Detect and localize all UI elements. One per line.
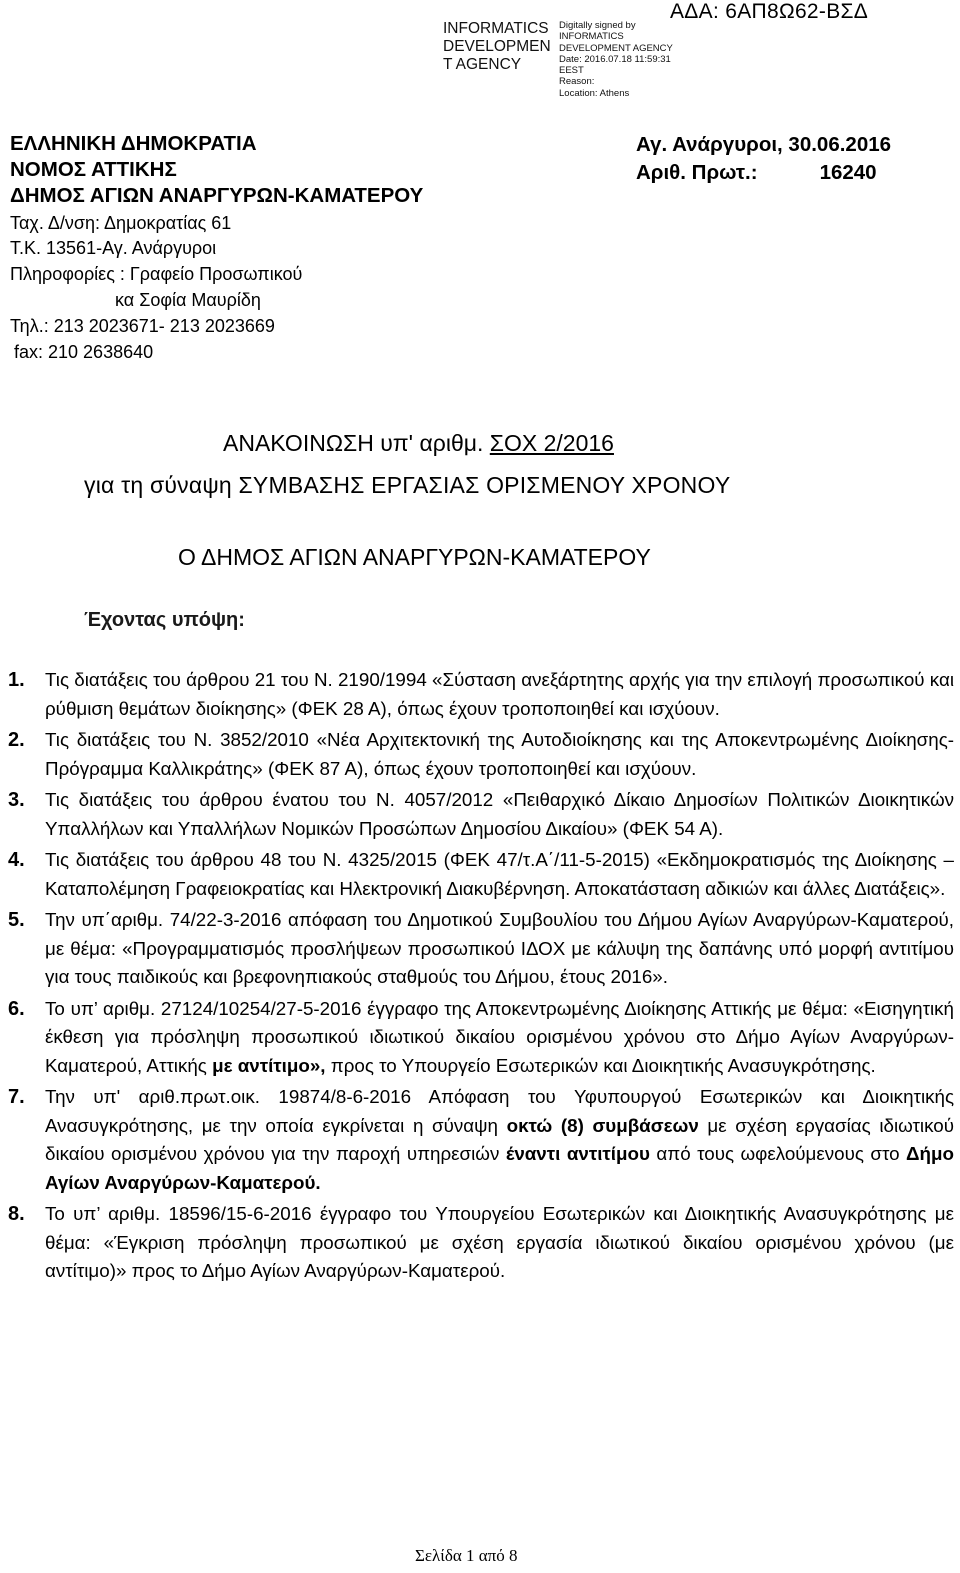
list-item-text <box>45 995 954 1081</box>
list-item-number: 3. <box>8 789 25 811</box>
list-item-text <box>45 1083 954 1197</box>
list-item-text: Την υπ΄αριθμ. 74/22-3-2016 απόφαση του Δημοτικού Συμβουλίου του Δήμου Αγίων Αναργύρων-Καματερού, με θέμα: «Προγραμματισμός προσλήψεων προσωπικού ΙΔΟΧ με κάλυψη της δαπάνης υπό μορφή αντιτίμου για τους παιδικούς και βρεφονηπιακούς σταθμούς του Δήμου, έτους 2016». <box>45 909 954 987</box>
announcement-title-prefix: ΑΝΑΚΟΙΝΩΣΗ υπ' αριθμ. <box>223 430 484 456</box>
list-item-text: Τις διατάξεις του άρθρου 21 του Ν. 2190/1994 «Σύσταση ανεξάρτητης αρχής για την επιλογή προσωπικού και ρύθμιση θεμάτων διοίκησης» (ΦΕΚ 28 Α), όπως έχουν τροποποιηθεί και ισχύουν. <box>45 669 954 719</box>
list-item-number: 1. <box>8 669 25 691</box>
text-run: Την υπ' αριθ.πρωτ.οικ. 19874/8-6-2016 Απόφαση του Υφυπουργού Εσωτερικών και Διοικητικής Ανασυγκρότησης, με την οποία εγκρίνεται η σύναψη <box>45 1086 954 1136</box>
list-item <box>8 995 954 1081</box>
list-item <box>8 846 954 903</box>
list-item <box>8 666 954 723</box>
header-line-postcode: Τ.Κ. 13561-Αγ. Ανάργυροι <box>10 238 217 258</box>
header-line-phone: Τηλ.: 213 2023671- 213 2023669 <box>10 316 275 336</box>
list-item-text: Το υπ’ αριθμ. 18596/15-6-2016 έγγραφο του Υπουργείου Εσωτερικών και Διοικητικής Ανασυγκρότησης με θέμα: «Έγκριση πρόσληψη προσωπικού με σχέση εργασία ιδιωτικού δικαίου ορισμένου χρόνου (με αντίτιμο)» προς το Δήμο Αγίων Αναργύρων-Καματερού. <box>45 1203 954 1281</box>
text-run-bold: με αντίτιμο», <box>212 1054 326 1076</box>
signature-details <box>559 20 689 99</box>
considerations-list <box>8 666 954 1286</box>
signature-detail-line: DEVELOPMENT AGENCY <box>559 42 673 54</box>
list-item-text: Τις διατάξεις του άρθρου 48 του Ν. 4325/2015 (ΦΕΚ 47/τ.Α΄/11-5-2015) «Εκδημοκρατισμός της Διοίκησης – Καταπολέμηση Γραφειοκρατίας και Ηλεκτρονική Διακυβέρνηση. Αποκατάσταση αδικιών και άλλες Διατάξεις». <box>45 849 954 899</box>
header-line-prefecture: ΝΟΜΟΣ ΑΤΤΙΚΗΣ <box>10 158 177 181</box>
text-run-bold: οκτώ (8) συμβάσεων <box>506 1114 699 1136</box>
issuer-heading: Ο ΔΗΜΟΣ ΑΓΙΩΝ ΑΝΑΡΓΥΡΩΝ-ΚΑΜΑΤΕΡΟΥ <box>178 544 651 570</box>
having-in-mind-label: Έχοντας υπόψη: <box>84 609 245 631</box>
text-run-bold: Δήμο Αγίων Αναργύρων-Καματερού. <box>45 1143 954 1193</box>
protocol-label: Αριθ. Πρωτ.: <box>636 161 758 184</box>
header-line-address: Ταχ. Δ/νση: Δημοκρατίας 61 <box>10 213 232 233</box>
announcement-title <box>223 430 614 457</box>
header-line-contact-person: κα Σοφία Μαυρίδη <box>115 290 261 310</box>
header-line-info: Πληροφορίες : Γραφείο Προσωπικού <box>10 264 303 284</box>
protocol-row <box>636 159 891 187</box>
text-run: από τους ωφελούμενους στο <box>649 1143 907 1164</box>
list-item-number: 2. <box>8 729 25 751</box>
text-run: προς το Υπουργείο Εσωτερικών και Διοικητικής Ανασυγκρότησης. <box>325 1054 876 1076</box>
header-right <box>636 131 891 187</box>
ada-code: ΑΔΑ: 6ΑΠ8Ω62-ΒΣΔ <box>670 0 869 23</box>
text-run: Το υπ’ αριθμ. 27124/10254/27-5-2016 έγγραφο της Αποκεντρωμένης Διοίκησης Αττικής με θέμα: «Εισηγητική έκθεση για πρόσληψη προσωπικού ιδιωτικού δικαίου ορισμένου χρόνου στο Δήμο Αγίων Αναργύρων-Καματερού, Αττικής <box>45 997 954 1076</box>
list-item <box>8 726 954 783</box>
list-item <box>8 1083 954 1197</box>
place-date: Αγ. Ανάργυροι, 30.06.2016 <box>636 133 892 156</box>
signature-detail-line: Digitally signed by <box>559 20 636 31</box>
list-item <box>8 786 954 843</box>
text-run: με σχέση εργασίας ιδιωτικού δικαίου ορισμένου χρόνου για την παροχή υπηρεσιών <box>45 1114 954 1164</box>
signature-detail-line: Reason: <box>559 76 595 88</box>
signature-detail-line: INFORMATICS <box>559 31 624 43</box>
header-line-fax: fax: 210 2638640 <box>14 342 154 362</box>
list-item <box>8 906 954 992</box>
list-item-number: 7. <box>8 1086 25 1108</box>
header-line-municipality: ΔΗΜΟΣ ΑΓΙΩΝ ΑΝΑΡΓΥΡΩΝ-ΚΑΜΑΤΕΡΟΥ <box>10 184 424 207</box>
list-item-number: 6. <box>8 997 25 1020</box>
page-footer: Σελίδα 1 από 8 <box>415 1546 518 1565</box>
list-item-number: 5. <box>8 909 25 931</box>
signature-detail-line: Location: Athens <box>559 87 630 99</box>
announcement-code: ΣΟΧ 2/2016 <box>489 430 614 456</box>
list-item-number: 8. <box>8 1203 25 1225</box>
list-item-number: 4. <box>8 849 25 871</box>
list-item-text: Τις διατάξεις του άρθρου ένατου του Ν. 4057/2012 «Πειθαρχικό Δίκαιο Δημοσίων Πολιτικών Διοικητικών Υπαλλήλων και Υπαλλήλων Νομικών Προσώπων Δημοσίου Δικαίου» (ΦΕΚ 54 Α). <box>45 789 954 839</box>
protocol-number: 16240 <box>819 161 877 184</box>
list-item-text: Τις διατάξεις του Ν. 3852/2010 «Νέα Αρχιτεκτονική της Αυτοδιοίκησης και της Αποκεντρωμένης Διοίκησης- Πρόγραμμα Καλλικράτης» (ΦΕΚ 87 Α), όπως έχουν τροποποιηθεί και ισχύουν. <box>45 729 954 779</box>
signature-signer: INFORMATICS DEVELOPMEN T AGENCY <box>443 20 551 73</box>
header-line-country: ΕΛΛΗΝΙΚΗ ΔΗΜΟΚΡΑΤΙΑ <box>10 132 257 155</box>
announcement-subtitle: για τη σύναψη ΣΥΜΒΑΣΗΣ ΕΡΓΑΣΙΑΣ ΟΡΙΣΜΕΝΟΥ ΧΡΟΝΟΥ <box>84 472 731 498</box>
signature-detail-line: Date: 2016.07.18 11:59:31 <box>559 53 671 65</box>
signature-detail-line: EEST <box>559 65 584 77</box>
list-item <box>8 1200 954 1286</box>
text-run-bold: έναντι αντιτίμου <box>505 1143 650 1164</box>
